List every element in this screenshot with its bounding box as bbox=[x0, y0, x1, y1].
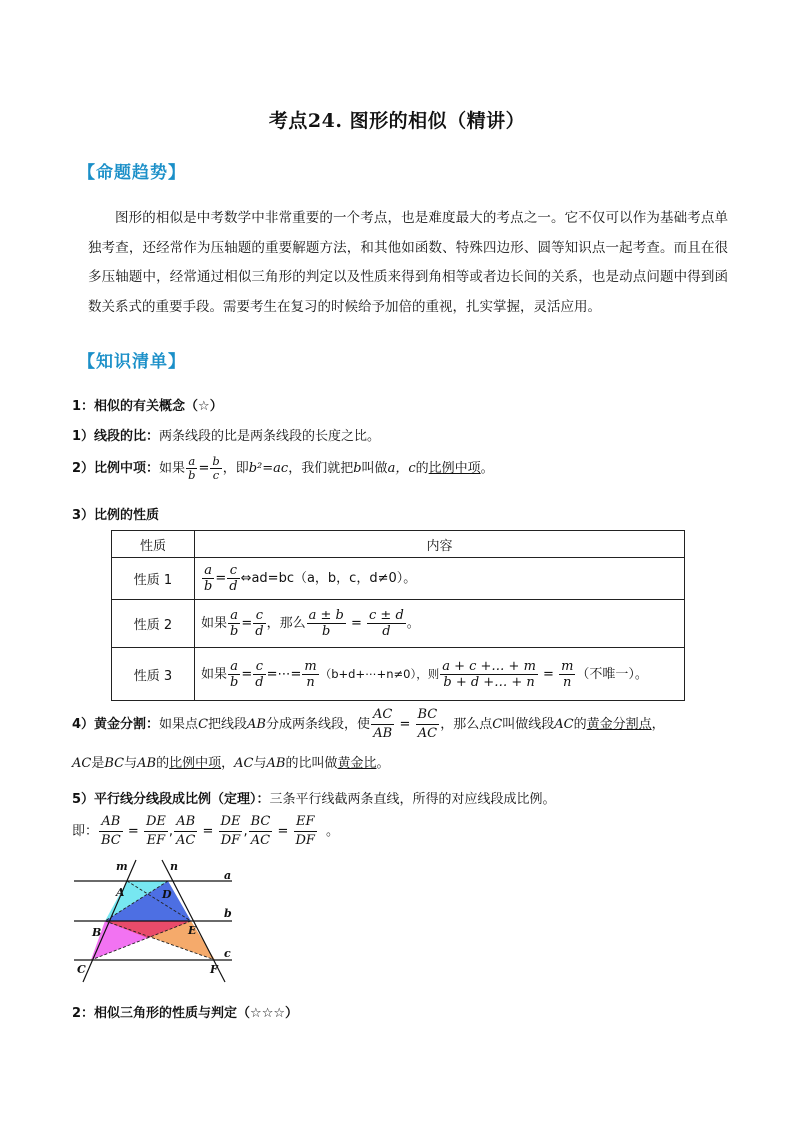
page-title: 考点24. 图形的相似（精讲） bbox=[268, 110, 526, 132]
fraction: $\frac{c \pm d}{d}$ bbox=[369, 608, 404, 639]
section-2-title: 2：相似三角形的性质与判定（☆☆☆） bbox=[72, 1006, 299, 1021]
table-row bbox=[112, 558, 685, 600]
label-E: E bbox=[188, 924, 197, 937]
fraction: $\frac{BC}{AC}$ bbox=[250, 814, 271, 848]
knowledge-heading: 【知识清单】 bbox=[78, 352, 186, 372]
label-m: m bbox=[116, 860, 128, 873]
label-a: a bbox=[224, 869, 232, 882]
point-4-line-2: AC是BC与AB的比例中项，AC与AB的比叫做黄金比。 bbox=[72, 756, 390, 771]
fraction: $\frac{AC}{AB}$ bbox=[373, 707, 393, 741]
point-3-label: 3）比例的性质 bbox=[72, 508, 160, 523]
fraction: $\frac{a}{b}$ bbox=[230, 658, 239, 690]
fraction: $\frac{c}{d}$ bbox=[229, 563, 238, 594]
point-2-prefix: 如果 bbox=[159, 461, 186, 476]
fraction: $\frac{a}{b}$ bbox=[230, 608, 239, 639]
fraction: $\frac{BC}{AC}$ bbox=[417, 707, 438, 741]
row-name: 性质 2 bbox=[112, 600, 195, 648]
point-1-text: 两条线段的比是两条线段的长度之比。 bbox=[159, 429, 381, 444]
row-content: 如果 $\frac{a}{b}$ = $\frac{c}{d}$ ，那么 $\frac{a \pm b}{b}$ = $\frac{c \pm d}{d}$ 。 bbox=[195, 600, 685, 648]
table-row bbox=[112, 600, 685, 648]
section-1-title: 1：相似的有关概念（☆） bbox=[72, 399, 223, 414]
formula: b²=ac bbox=[248, 461, 289, 476]
fraction: $\frac{DE}{DF}$ bbox=[220, 814, 241, 848]
point-5-label: 5）平行线分线段成比例（定理）： bbox=[72, 792, 270, 807]
fraction: $\frac{EF}{DF}$ bbox=[295, 814, 315, 848]
row-content: 如果 $\frac{a}{b}$ = $\frac{c}{d}$ =⋯= $\frac{m}{n}$ （b+d+⋯+n≠0），则 $\frac{a + c +\dots + m}{b + d +\dots + n}$ = $\frac{m}{n}$ （不唯一）。 bbox=[195, 648, 685, 701]
point-4-label: 4）黄金分割： bbox=[72, 717, 160, 732]
label-C: C bbox=[77, 963, 86, 976]
row-content: $\frac{a}{b}$ = $\frac{c}{d}$ ⇔ad=bc（a，b，c，d≠0）。 bbox=[195, 558, 685, 600]
point-4: 4）黄金分割：如果点C把线段AB分成两条线段，使 $\frac{AC}{AB}$ = $\frac{BC}{AC}$ ，那么点C叫做线段AC的黄金分割点， bbox=[72, 707, 665, 741]
point-5: 5）平行线分线段成比例（定理）：三条平行线截两条直线，所得的对应线段成比例。 bbox=[72, 792, 556, 807]
label-n: n bbox=[170, 860, 178, 873]
row-name: 性质 1 bbox=[112, 558, 195, 600]
fraction: $\frac{m}{n}$ bbox=[304, 658, 317, 690]
label-b: b bbox=[224, 907, 232, 920]
point-2-label: 2）比例中项： bbox=[72, 461, 160, 476]
properties-table bbox=[111, 530, 685, 701]
fraction: $\frac{m}{n}$ bbox=[561, 658, 574, 690]
table-header: 内容 bbox=[195, 531, 685, 558]
term-mean-proportional: 比例中项 bbox=[428, 461, 481, 476]
point-5-formula: 即： $\frac{AB}{BC}$ = $\frac{DE}{EF}$ , $\frac{AB}{AC}$ = $\frac{DE}{DF}$ , $\frac{BC}{AC}$ = $\frac{EF}{DF}$ 。 bbox=[72, 814, 339, 848]
fraction: $\frac{AB}{AC}$ bbox=[176, 814, 196, 848]
fraction: $\frac{DE}{EF}$ bbox=[145, 814, 166, 848]
point-1 bbox=[72, 425, 380, 444]
label-A: A bbox=[116, 886, 125, 899]
term-mean-proportional-2: 比例中项 bbox=[169, 756, 222, 771]
label-F: F bbox=[210, 963, 218, 976]
table-row bbox=[112, 648, 685, 701]
term-golden-ratio: 黄金比 bbox=[337, 756, 377, 771]
label-B: B bbox=[92, 926, 102, 939]
fraction: $\frac{a + c +\dots + m}{b + d +\dots + n}$ bbox=[442, 658, 536, 690]
row-name: 性质 3 bbox=[112, 648, 195, 701]
term-golden-section-point: 黄金分割点 bbox=[586, 717, 652, 732]
fraction: $\frac{c}{d}$ bbox=[255, 608, 264, 639]
fraction: $\frac{a \pm b}{b}$ bbox=[308, 608, 344, 639]
trend-paragraph: 图形的相似是中考数学中非常重要的一个考点，也是难度最大的考点之一。它不仅可以作为基础考点单独考查，还经常作为压轴题的重要解题方法，和其他如函数、特殊四边形、圆等知识点一起考查。而且在很多压轴题中，经常通过相似三角形的判定以及性质来得到角相等或者边长间的关系，也是动点问题中得到函数关系式的重要手段。需要考生在复习的时候给予加倍的重视，扎实掌握，灵活应用。 bbox=[88, 210, 728, 315]
label-c: c bbox=[224, 947, 231, 960]
point-2: 2）比例中项：如果 $\frac{a}{b}$ = $\frac{b}{c}$ ，即b²=ac，我们就把b叫做a，c的比例中项。 bbox=[72, 454, 494, 482]
table-header: 性质 bbox=[112, 531, 195, 558]
point-1-label: 1）线段的比： bbox=[72, 429, 160, 444]
fraction: $\frac{AB}{BC}$ bbox=[101, 814, 121, 848]
fraction: $\frac{a}{b}$ bbox=[204, 563, 213, 594]
fraction: $\frac{c}{d}$ bbox=[255, 658, 264, 690]
parallel-lines-figure bbox=[70, 858, 250, 986]
fraction: $\frac{b}{c}$ bbox=[212, 454, 220, 482]
label-D: D bbox=[162, 888, 172, 901]
trend-heading: 【命题趋势】 bbox=[78, 163, 186, 183]
fraction: $\frac{a}{b}$ bbox=[188, 454, 196, 482]
